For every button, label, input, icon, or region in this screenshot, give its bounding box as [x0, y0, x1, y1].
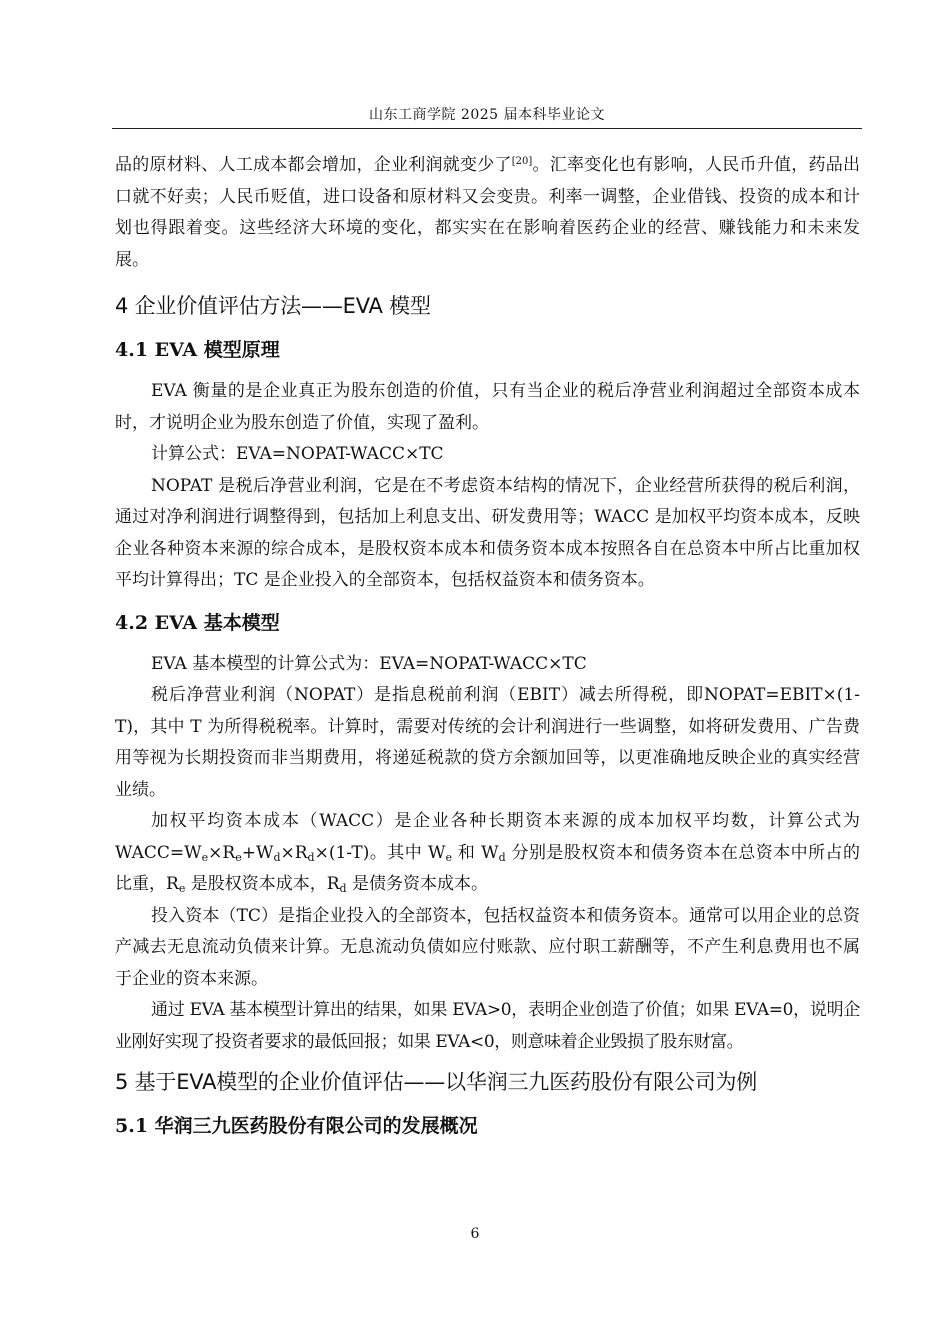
section-5-1-heading: 5.1 华润三九医药股份有限公司的发展概况 [115, 1115, 478, 1137]
subscript: e [235, 850, 242, 864]
header-rule [112, 128, 862, 129]
text-run: ×R [280, 842, 308, 863]
page-number: 6 [470, 1226, 480, 1242]
paragraph: NOPAT 是税后净营业利润，它是在不考虑资本结构的情况下，企业经营所获得的税后利润，通过对净利润进行调整得到，包括加上利息支出、研发费用等；WACC 是加权平均资本成本，反映企业各种资本来源的综合成本，是股权资本成本和债务资本成本按照各自在总资本中所占比重加权平均计算得出；TC 是企业投入的全部资本，包括权益资本和债务资本。 [115, 475, 860, 590]
subscript: d [498, 850, 506, 864]
formula-line: EVA 基本模型的计算公式为：EVA=NOPAT-WACC×TC [151, 653, 587, 674]
page-content [115, 150, 860, 1148]
section-4-1-heading: 4.1 EVA 模型原理 [115, 339, 280, 361]
chapter-5-heading: 5 基于EVA模型的企业价值评估——以华润三九医药股份有限公司为例 [115, 1070, 758, 1094]
text-run: +W [241, 842, 274, 863]
paragraph-text: 。汇率变化也有影响，人民币升值，药品出口就不好卖；人民币贬值，进口设备和原材料又会变贵。利率一调整，企业借钱、投资的成本和计划也得跟着变。这些经济大环境的变化，都实实在在影响着医药企业的经营、赚钱能力和未来发展。 [115, 155, 861, 270]
text-run: ×R [208, 842, 236, 863]
text-run: 加权平均资本成本（WACC）是企业各种长期资本来源的成本加权平均数，计算公式为 WACC=W [115, 811, 860, 863]
subscript: e [201, 850, 209, 864]
text-run: 和 W [452, 842, 499, 863]
paragraph: 通过 EVA 基本模型计算出的结果，如果 EVA>0，表明企业创造了价值；如果 EVA=0，说明企业刚好实现了投资者要求的最低回报；如果 EVA<0，则意味着企业毁损了股东财富。 [115, 1000, 860, 1052]
paragraph-continued [115, 150, 860, 276]
subscript: e [178, 882, 186, 895]
paragraph: 税后净营业利润（NOPAT）是指息税前利润（EBIT）减去所得税，即NOPAT=EBIT×(1-T)，其中 T 为所得税税率。计算时，需要对传统的会计利润进行一些调整，如将研发费用、广告费用等视为长期投资而非当期费用，将递延税款的贷方余额加回等，以更准确地反映企业的真实经营业绩。 [115, 685, 860, 800]
subscript: e [445, 850, 453, 864]
text-run: 是债务资本成本。 [346, 874, 488, 894]
text-run: 分别是股权资本和债务资本在总资本中所占的比重，R [115, 842, 861, 894]
paragraph-wacc [115, 806, 860, 901]
subscript: d [339, 882, 347, 895]
paragraph: EVA 衡量的是企业真正为股东创造的价值，只有当企业的税后净营业利润超过全部资本成本时，才说明企业为股东创造了价值，实现了盈利。 [115, 381, 860, 433]
paragraph-text: 品的原材料、人工成本都会增加，企业利润就变少了 [115, 155, 512, 175]
subscript: d [307, 850, 315, 864]
text-run: 是股权资本成本，R [185, 874, 340, 894]
text-run: ×(1-T)。其中 W [314, 842, 446, 863]
section-4-2-heading: 4.2 EVA 基本模型 [115, 611, 280, 634]
citation-superscript: [20] [511, 156, 533, 167]
paragraph: 投入资本（TC）是指企业投入的全部资本，包括权益资本和债务资本。通常可以用企业的总资产减去无息流动负债来计算。无息流动负债如应付账款、应付职工薪酬等，不产生利息费用也不属于企业的资本来源。 [115, 905, 860, 989]
running-header: 山东工商学院 2025 届本科毕业论文 [368, 107, 606, 123]
subscript: d [273, 850, 281, 864]
formula-line: 计算公式：EVA=NOPAT-WACC×TC [151, 444, 444, 464]
chapter-4-heading: 4 企业价值评估方法——EVA 模型 [115, 294, 431, 318]
